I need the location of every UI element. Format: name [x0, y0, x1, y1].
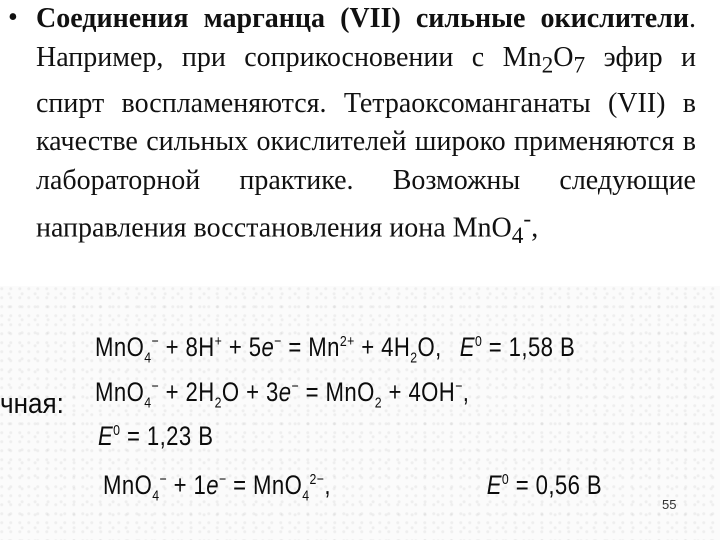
ion-superscript: -: [523, 206, 532, 233]
equation-2-potential: $E^0 = 1,23$ B: [98, 421, 214, 451]
equation-3: MnO$_4$− + 1e− = MnO$_4^{2-}$, $E^0 = 0,56$ B: [103, 470, 603, 505]
page-number: 55: [662, 497, 677, 512]
ion-subscript: 4: [511, 223, 524, 250]
e0-symbol: E: [486, 470, 502, 500]
mn2o7-subscript-7: 7: [573, 52, 586, 79]
e0-symbol: E: [98, 421, 114, 451]
potential-value-3: = 0,56 B: [509, 470, 603, 500]
para-text-1: . Например, при соприкосновении с Mn: [36, 3, 696, 73]
potential-value-2: = 1,23 B: [120, 421, 214, 451]
side-label: чная:: [0, 388, 64, 420]
equation-1: $MnO_4^- + 8H^+ + 5e^- = Mn^{2+} + 4H_2O$, $E^0 = 1,58$ B: [95, 332, 576, 367]
para-text-3: ,: [531, 212, 539, 244]
main-paragraph: [36, 0, 696, 256]
mn2o7-subscript-2: 2: [541, 52, 554, 79]
bold-heading-text: Соединения марганца (VII) сильные окислители: [36, 3, 689, 34]
equation-2: $MnO_4^- + 2H_2O + 3e^- = MnO_2 + 4OH^-$,: [95, 377, 470, 412]
para-text-2: эфир и спирт воспламеняются. Тетраоксоманганаты (VII) в качестве сильных окислителей широко применяются в лабораторной практике. Возможны следующие направления восстановления иона MnO: [36, 41, 697, 244]
mn2o7-oxygen: O: [553, 41, 574, 73]
potential-value-1: = 1,58 B: [482, 332, 576, 362]
bullet-marker: •: [8, 2, 18, 33]
e0-symbol: E: [459, 332, 475, 362]
